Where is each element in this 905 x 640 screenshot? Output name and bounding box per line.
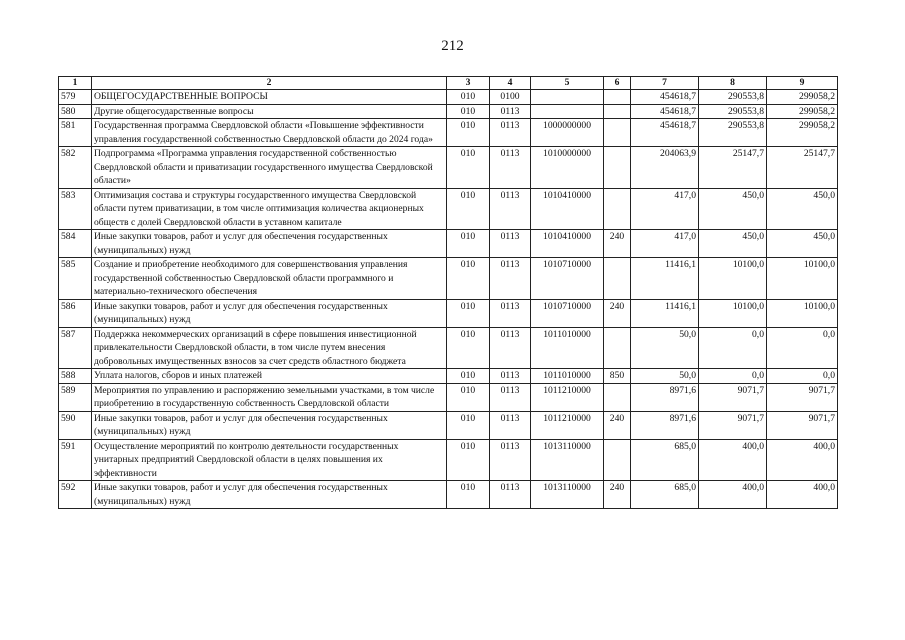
cell-c4: 0113 (490, 327, 531, 369)
cell-c4: 0113 (490, 147, 531, 189)
cell-c5: 1011010000 (531, 369, 604, 384)
col-header-5: 5 (531, 77, 604, 90)
cell-c6 (604, 439, 631, 481)
cell-c4: 0113 (490, 188, 531, 230)
cell-c3: 010 (447, 230, 490, 258)
cell-c7: 685,0 (631, 481, 699, 509)
row-name: Поддержка некоммерческих организаций в сфере повышения инвестиционной привлекательности Свердловской области, в том числе путем внесения добровольных имущественных взносов за счет средств областного бюджета (92, 327, 447, 369)
cell-c6: 240 (604, 411, 631, 439)
cell-c4: 0113 (490, 119, 531, 147)
cell-c6: 240 (604, 230, 631, 258)
cell-c9: 0,0 (767, 327, 838, 369)
row-number: 587 (59, 327, 92, 369)
table-row (59, 147, 838, 189)
cell-c3: 010 (447, 104, 490, 119)
cell-c8: 290553,8 (699, 119, 767, 147)
row-name: Подпрограмма «Программа управления государственной собственностью Свердловской области и приватизации государственного имущества Свердловской области» (92, 147, 447, 189)
cell-c4: 0100 (490, 90, 531, 105)
table-row (59, 258, 838, 300)
row-name: Уплата налогов, сборов и иных платежей (92, 369, 447, 384)
row-name: Оптимизация состава и структуры государственного имущества Свердловской области путем приватизации, в том числе оптимизация количества акционерных обществ с долей Свердловской области в уставном капитале (92, 188, 447, 230)
col-header-6: 6 (604, 77, 631, 90)
cell-c6 (604, 383, 631, 411)
row-number: 589 (59, 383, 92, 411)
cell-c9: 299058,2 (767, 104, 838, 119)
cell-c7: 204063,9 (631, 147, 699, 189)
cell-c7: 417,0 (631, 188, 699, 230)
row-name: Государственная программа Свердловской области «Повышение эффективности управления государственной собственностью Свердловской области до 2024 года» (92, 119, 447, 147)
cell-c8: 450,0 (699, 188, 767, 230)
cell-c3: 010 (447, 258, 490, 300)
cell-c6: 850 (604, 369, 631, 384)
cell-c9: 299058,2 (767, 119, 838, 147)
cell-c5 (531, 104, 604, 119)
col-header-1: 1 (59, 77, 92, 90)
row-number: 584 (59, 230, 92, 258)
cell-c3: 010 (447, 439, 490, 481)
table-row (59, 481, 838, 509)
table-row (59, 90, 838, 105)
cell-c5: 1010410000 (531, 230, 604, 258)
cell-c5: 1011210000 (531, 383, 604, 411)
cell-c6 (604, 90, 631, 105)
cell-c6 (604, 104, 631, 119)
table-row (59, 369, 838, 384)
cell-c5: 1010710000 (531, 258, 604, 300)
cell-c4: 0113 (490, 439, 531, 481)
cell-c5: 1013110000 (531, 439, 604, 481)
table-row (59, 411, 838, 439)
cell-c4: 0113 (490, 481, 531, 509)
row-name: ОБЩЕГОСУДАРСТВЕННЫЕ ВОПРОСЫ (92, 90, 447, 105)
cell-c9: 400,0 (767, 439, 838, 481)
row-name: Другие общегосударственные вопросы (92, 104, 447, 119)
row-number: 582 (59, 147, 92, 189)
cell-c4: 0113 (490, 411, 531, 439)
cell-c3: 010 (447, 481, 490, 509)
cell-c6 (604, 327, 631, 369)
col-header-3: 3 (447, 77, 490, 90)
table-row (59, 383, 838, 411)
row-number: 591 (59, 439, 92, 481)
cell-c3: 010 (447, 369, 490, 384)
cell-c6 (604, 119, 631, 147)
cell-c8: 400,0 (699, 439, 767, 481)
table-row (59, 299, 838, 327)
cell-c7: 11416,1 (631, 258, 699, 300)
cell-c8: 9071,7 (699, 383, 767, 411)
cell-c3: 010 (447, 383, 490, 411)
cell-c8: 0,0 (699, 327, 767, 369)
row-name: Иные закупки товаров, работ и услуг для обеспечения государственных (муниципальных) нужд (92, 230, 447, 258)
cell-c3: 010 (447, 90, 490, 105)
cell-c8: 0,0 (699, 369, 767, 384)
cell-c6 (604, 258, 631, 300)
cell-c4: 0113 (490, 104, 531, 119)
cell-c5: 1000000000 (531, 119, 604, 147)
table-row (59, 188, 838, 230)
cell-c3: 010 (447, 327, 490, 369)
cell-c3: 010 (447, 188, 490, 230)
row-number: 583 (59, 188, 92, 230)
cell-c3: 010 (447, 147, 490, 189)
cell-c5 (531, 90, 604, 105)
table-row (59, 439, 838, 481)
cell-c9: 10100,0 (767, 258, 838, 300)
cell-c5: 1010710000 (531, 299, 604, 327)
col-header-4: 4 (490, 77, 531, 90)
cell-c6 (604, 188, 631, 230)
cell-c8: 10100,0 (699, 299, 767, 327)
cell-c4: 0113 (490, 369, 531, 384)
cell-c4: 0113 (490, 230, 531, 258)
col-header-9: 9 (767, 77, 838, 90)
cell-c4: 0113 (490, 258, 531, 300)
cell-c9: 450,0 (767, 188, 838, 230)
cell-c3: 010 (447, 299, 490, 327)
cell-c8: 400,0 (699, 481, 767, 509)
col-header-8: 8 (699, 77, 767, 90)
cell-c7: 454618,7 (631, 104, 699, 119)
row-name: Мероприятия по управлению и распоряжению земельными участками, в том числе приобретению в государственную собственность Свердловской области (92, 383, 447, 411)
row-name: Создание и приобретение необходимого для совершенствования управления государственной собственностью Свердловской области программного и материально-технического обеспечения (92, 258, 447, 300)
row-name: Иные закупки товаров, работ и услуг для обеспечения государственных (муниципальных) нужд (92, 481, 447, 509)
cell-c7: 454618,7 (631, 90, 699, 105)
col-header-2: 2 (92, 77, 447, 90)
cell-c3: 010 (447, 119, 490, 147)
cell-c5: 1013110000 (531, 481, 604, 509)
cell-c9: 400,0 (767, 481, 838, 509)
cell-c7: 8971,6 (631, 411, 699, 439)
cell-c7: 50,0 (631, 327, 699, 369)
cell-c8: 9071,7 (699, 411, 767, 439)
row-number: 588 (59, 369, 92, 384)
cell-c8: 25147,7 (699, 147, 767, 189)
table-row (59, 230, 838, 258)
cell-c6: 240 (604, 299, 631, 327)
cell-c6 (604, 147, 631, 189)
row-number: 580 (59, 104, 92, 119)
cell-c7: 454618,7 (631, 119, 699, 147)
col-header-7: 7 (631, 77, 699, 90)
row-number: 579 (59, 90, 92, 105)
table-row (59, 104, 838, 119)
row-number: 592 (59, 481, 92, 509)
cell-c9: 10100,0 (767, 299, 838, 327)
cell-c7: 50,0 (631, 369, 699, 384)
cell-c5: 1011210000 (531, 411, 604, 439)
cell-c9: 25147,7 (767, 147, 838, 189)
row-number: 586 (59, 299, 92, 327)
cell-c7: 417,0 (631, 230, 699, 258)
cell-c8: 450,0 (699, 230, 767, 258)
cell-c7: 11416,1 (631, 299, 699, 327)
cell-c6: 240 (604, 481, 631, 509)
row-number: 590 (59, 411, 92, 439)
row-name: Иные закупки товаров, работ и услуг для обеспечения государственных (муниципальных) нужд (92, 299, 447, 327)
header-row (59, 77, 838, 90)
cell-c3: 010 (447, 411, 490, 439)
cell-c7: 8971,6 (631, 383, 699, 411)
cell-c9: 9071,7 (767, 411, 838, 439)
cell-c5: 1010000000 (531, 147, 604, 189)
cell-c4: 0113 (490, 299, 531, 327)
cell-c5: 1011010000 (531, 327, 604, 369)
row-number: 581 (59, 119, 92, 147)
cell-c9: 450,0 (767, 230, 838, 258)
cell-c8: 290553,8 (699, 104, 767, 119)
table-row (59, 327, 838, 369)
cell-c9: 299058,2 (767, 90, 838, 105)
row-name: Осуществление мероприятий по контролю деятельности государственных унитарных предприятий Свердловской области в целях повышения их эффективности (92, 439, 447, 481)
budget-table (58, 76, 838, 509)
cell-c9: 0,0 (767, 369, 838, 384)
cell-c4: 0113 (490, 383, 531, 411)
cell-c8: 290553,8 (699, 90, 767, 105)
cell-c8: 10100,0 (699, 258, 767, 300)
row-name: Иные закупки товаров, работ и услуг для обеспечения государственных (муниципальных) нужд (92, 411, 447, 439)
row-number: 585 (59, 258, 92, 300)
table-row (59, 119, 838, 147)
cell-c5: 1010410000 (531, 188, 604, 230)
page-number: 212 (441, 38, 464, 54)
cell-c9: 9071,7 (767, 383, 838, 411)
cell-c7: 685,0 (631, 439, 699, 481)
